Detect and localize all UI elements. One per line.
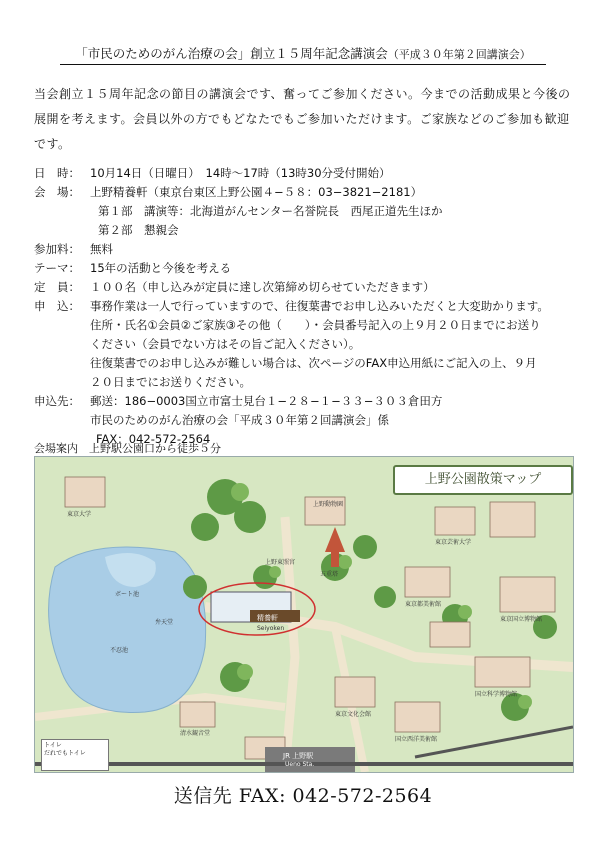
access-value: 上野駅公園口から徒歩５分: [89, 442, 221, 455]
map-illustration: [35, 457, 573, 772]
apply-line3: ください（会員でない方はその旨ご記入ください）。: [90, 337, 361, 351]
map-label-seiyo: 国立西洋美術館: [395, 736, 438, 743]
map-label-seiyoken-en: Seiyoken: [257, 625, 285, 632]
apply-line5: ２０日までにお送りください。: [90, 375, 251, 389]
map-label-univ: 東京大学: [67, 511, 92, 518]
page-title: [0, 44, 606, 62]
map-label-bijutsukan: 東京都美術館: [405, 601, 442, 608]
map-label-station: JR 上野駅: [283, 752, 314, 760]
date-value: 10月14日（日曜日） 14時〜17時（13時30分受付開始）: [90, 166, 391, 180]
title-underline: [60, 64, 546, 65]
map-label-geidai: 東京芸術大学: [435, 539, 472, 546]
part2: 第２部 懇親会: [98, 223, 179, 237]
apply-line4: 往復葉書でのお申し込みが難しい場合は、次ページのFAX申込用紙にご記入の上、９月: [90, 356, 537, 370]
access-label: 会場案内: [34, 442, 78, 455]
fax-footer: 送信先 FAX: 042-572-2564: [173, 785, 433, 807]
apply-line2: 住所・氏名①会員②ご家族③その他（ ）・会員番号記入の上９月２０日までにお送り: [90, 318, 541, 332]
dest-fax: FAX：042-572-2564: [96, 432, 211, 446]
map-label-toshogu: 上野東照宮: [265, 559, 296, 566]
venue-value: 上野精養軒（東京台東区上野公園４−５８：03−3821−2181）: [90, 185, 423, 199]
map-legend: [41, 739, 109, 771]
title-sub: （平成３０年第２回講演会）: [387, 48, 531, 61]
map-label-boat: ボート池: [115, 591, 140, 598]
apply-line1: 事務作業は一人で行っていますので、往復葉書でお申し込みいただくと大変助かります。: [90, 299, 549, 313]
apply-label: 申 込：: [34, 299, 80, 313]
capacity-label: 定 員：: [34, 280, 80, 294]
venue-label: 会 場：: [34, 185, 80, 199]
map-title: 上野公園散策マップ: [393, 465, 573, 495]
fee-row: [34, 240, 113, 258]
theme-label: テーマ：: [34, 261, 80, 275]
fee-value: 無料: [90, 242, 113, 256]
venue-row: [34, 183, 422, 201]
map-label-benten: 弁天堂: [155, 619, 174, 626]
apply-row: [34, 297, 549, 315]
date-label: 日 時：: [34, 166, 80, 180]
theme-row: [34, 259, 231, 277]
map-label-zoo: 上野動物園: [313, 501, 344, 508]
map-label-pagoda: 五重塔: [320, 571, 339, 578]
legend-accessible-toilet: だれでもトイレ: [44, 750, 86, 757]
legend-toilet: トイレ: [44, 742, 62, 749]
map-label-bunka: 東京文化会館: [335, 711, 372, 718]
fee-label: 参加料：: [34, 242, 80, 256]
intro-text: 当会創立１５周年記念の節目の講演会です、奮ってご参加ください。今までの活動成果と今後の展開を考えます。会員以外の方でもどなたでもご参加いただけます。ご家族などのご参加も歓迎です。: [34, 87, 571, 151]
map-label-seiyoken: 精養軒: [257, 614, 278, 622]
title-main: 「市民のためのがん治療の会」創立１５周年記念講演会: [75, 46, 388, 61]
map-label-museum: 東京国立博物館: [500, 616, 543, 623]
park-map: [34, 456, 574, 773]
dest-line2: 市民のためのがん治療の会「平成３０年第２回講演会」係: [90, 413, 389, 427]
capacity-value: １００名（申し込みが定員に達し次第締め切らせていただきます）: [90, 280, 435, 294]
dest-line1: 郵送：186−0003国立市富士見台１−２８−１−３３−３０３倉田方: [90, 394, 443, 408]
map-label-station-en: Ueno Sta.: [285, 761, 315, 768]
map-label-pond: 不忍池: [110, 647, 129, 654]
dest-row: [34, 392, 442, 410]
dest-label: 申込先：: [34, 394, 80, 408]
map-label-science: 国立科学博物館: [475, 691, 518, 698]
date-row: [34, 164, 391, 182]
map-label-kiyomizu: 清水観音堂: [180, 730, 211, 737]
part1: 第１部 講演等：北海道がんセンター名誉院長 西尾正道先生ほか: [98, 204, 443, 218]
theme-value: 15年の活動と今後を考える: [90, 261, 232, 275]
capacity-row: [34, 278, 435, 296]
